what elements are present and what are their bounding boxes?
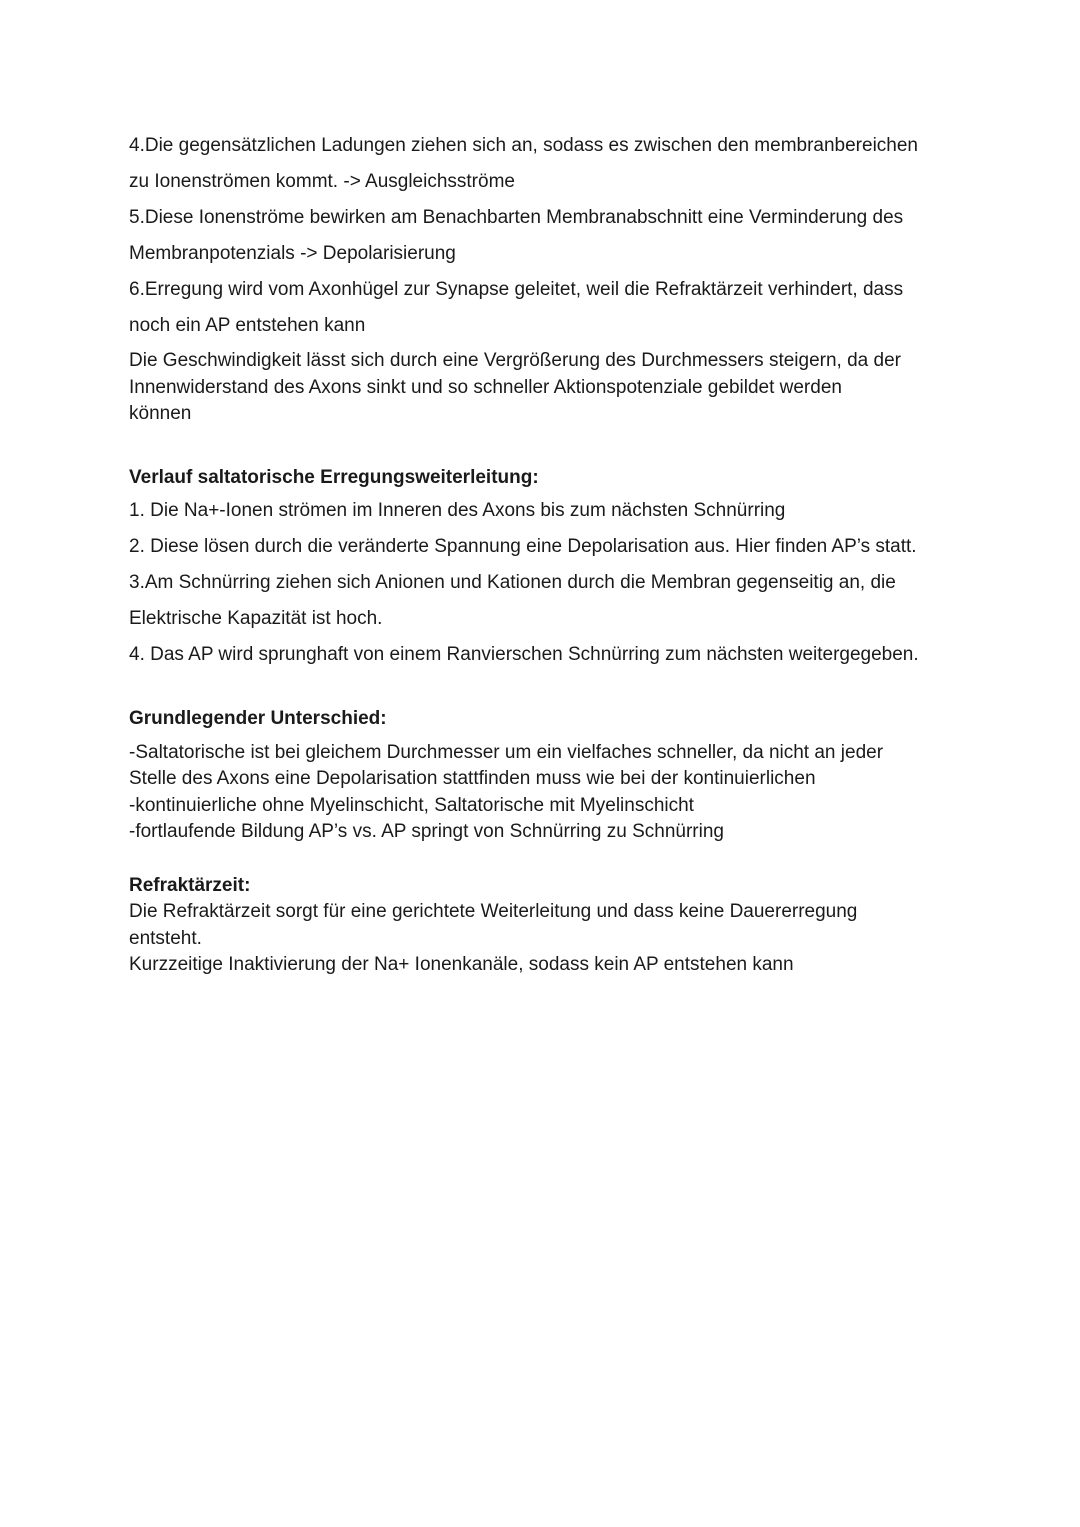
text-line: Die Geschwindigkeit lässt sich durch eine Vergrößerung des Durchmessers steigern, da der <box>129 350 901 371</box>
text-line: Stelle des Axons eine Depolarisation stattfinden muss wie bei der kontinuierlichen <box>129 768 816 789</box>
section-heading: Verlauf saltatorische Erregungsweiterleitung: <box>129 466 539 488</box>
text-line: Innenwiderstand des Axons sinkt und so schneller Aktionspotenziale gebildet werden <box>129 376 842 398</box>
text-line: -fortlaufende Bildung AP’s vs. AP springt von Schnürring zu Schnürring <box>129 821 724 842</box>
text-line: -kontinuierliche ohne Myelinschicht, Saltatorische mit Myelinschicht <box>129 794 694 816</box>
document-page <box>129 128 969 979</box>
text-line: 3.Am Schnürring ziehen sich Anionen und Kationen durch die Membran gegenseitig an, die <box>129 571 896 593</box>
text-line: können <box>129 403 192 424</box>
text-line: 5.Diese Ionenströme bewirken am Benachbarten Membranabschnitt eine Verminderung des <box>129 207 904 228</box>
section-fundamental-difference <box>129 704 969 846</box>
section-heading: Grundlegender Unterschied: <box>129 707 387 729</box>
text-line: 2. Diese lösen durch die veränderte Spannung eine Depolarisation aus. Hier finden AP’s statt. <box>129 535 917 557</box>
section-refractory-period <box>129 873 969 979</box>
text-line: 1. Die Na+-Ionen strömen im Inneren des Axons bis zum nächsten Schnürring <box>129 499 786 521</box>
text-line: 4. Das AP wird sprunghaft von einem Ranvierschen Schnürring zum nächsten weitergegeben. <box>129 643 919 665</box>
text-line: Die Refraktärzeit sorgt für eine gerichtete Weiterleitung und dass keine Dauererregung <box>129 901 858 922</box>
text-line: entsteht. <box>129 927 202 949</box>
text-line: noch ein AP entstehen kann <box>129 315 366 336</box>
section-saltatory-conduction <box>129 463 969 673</box>
section-continuous-conduction <box>129 128 969 428</box>
text-line: zu Ionenströmen kommt. -> Ausgleichsströme <box>129 171 515 192</box>
text-line: Elektrische Kapazität ist hoch. <box>129 607 383 629</box>
text-line: Kurzzeitige Inaktivierung der Na+ Ionenkanäle, sodass kein AP entstehen kann <box>129 954 794 975</box>
text-line: -Saltatorische ist bei gleichem Durchmesser um ein vielfaches schneller, da nicht an jeder <box>129 741 884 763</box>
text-line: 6.Erregung wird vom Axonhügel zur Synapse geleitet, weil die Refraktärzeit verhindert, dass <box>129 279 904 300</box>
text-line: Membranpotenzials -> Depolarisierung <box>129 243 456 264</box>
section-heading: Refraktärzeit: <box>129 874 251 896</box>
text-line: 4.Die gegensätzlichen Ladungen ziehen sich an, sodass es zwischen den membranbereichen <box>129 135 919 156</box>
